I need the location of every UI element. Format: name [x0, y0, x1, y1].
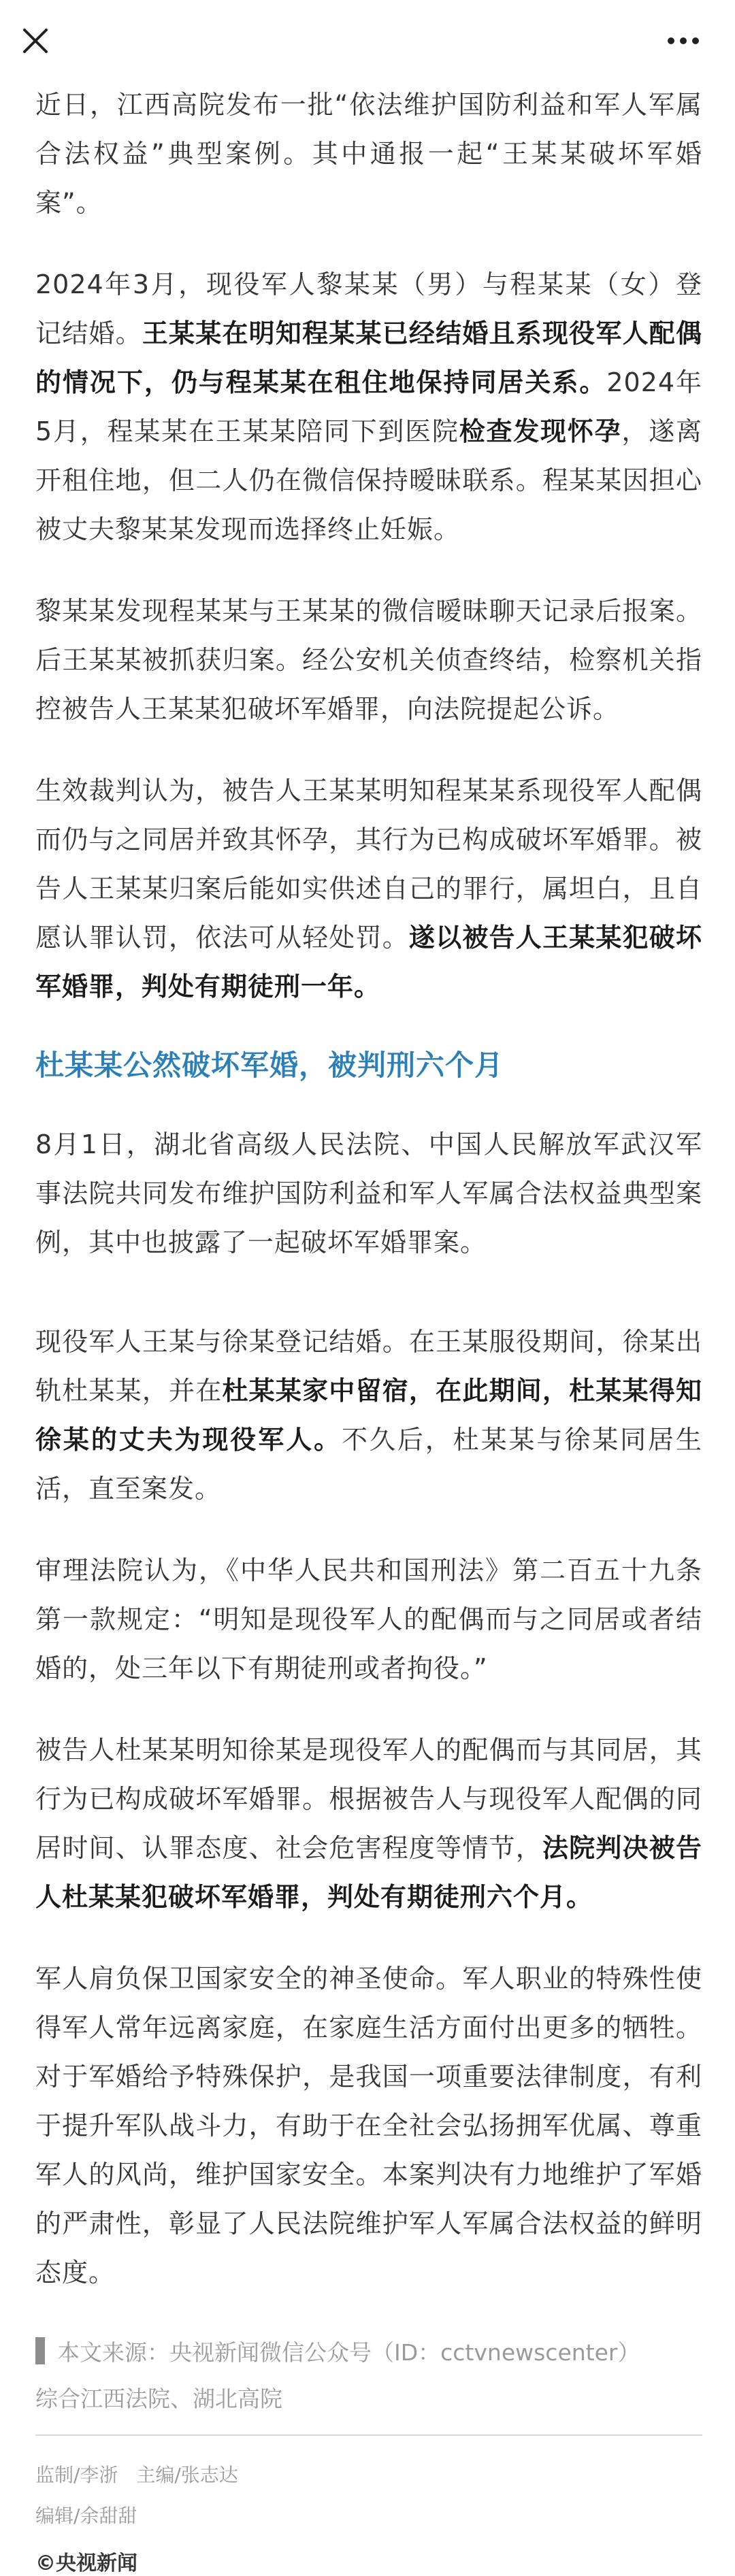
paragraph-case1-facts — [35, 260, 702, 554]
more-options-button[interactable] — [656, 20, 710, 61]
quote-bar — [35, 2337, 45, 2364]
text-span: 生效裁判认为，被告人王某某明知程某某系现役军人配偶而仍与之同居并致其怀孕，其行为已构成破坏军婚罪。被告人王某某归案后能如实供述自己的罪行，属坦白，且自愿认罪认罚，依法可从轻处罚。 — [35, 776, 702, 953]
source-text: 本文来源：央视新闻微信公众号（ID：cctvnewscenter） — [57, 2339, 640, 2366]
paragraph-law-quote: 审理法院认为，《中华人民共和国刑法》第二百五十九条第一款规定：“明知是现役军人的配偶而与之同居或者结婚的，处三年以下有期徒刑或者拘役。” — [35, 1555, 702, 1683]
watermark: ©央视新闻 — [35, 2552, 137, 2575]
paragraph-case2-facts — [35, 1317, 702, 1513]
editor-credit: 编辑/余甜甜 — [35, 2505, 137, 2527]
bold-text: 法院判决被告人杜某某犯破坏军婚罪，判处有期徒刑六个月。 — [35, 1833, 702, 1912]
bold-text: 王某某在明知程某某已经结婚且系现役军人配偶的情况下，仍与程某某在租住地保持同居关系。 — [35, 318, 702, 397]
paragraph-case1-verdict — [35, 766, 702, 1011]
divider — [35, 2434, 702, 2436]
text-span: 被告人杜某某明知徐某是现役军人的配偶而与其同居，其行为已构成破坏军婚罪。根据被告人与现役军人配偶的同居时间、认罪态度、社会危害程度等情节， — [35, 1735, 702, 1863]
text-span: 现役军人王某与徐某登记结婚。在王某服役期间，徐某出轨杜某某，并在 — [35, 1327, 702, 1406]
chief-editor-credit: 主编/张志达 — [136, 2464, 238, 2486]
source-line-2: 综合江西法院、湖北高院 — [35, 2385, 282, 2412]
credits-row — [35, 2455, 702, 2496]
close-icon — [15, 20, 56, 61]
close-button[interactable] — [15, 20, 56, 61]
paragraph-case1-report: 黎某某发现程某某与王某某的微信暧昧聊天记录后报案。后王某某被抓获归案。经公安机关侦查终结，检察机关指控被告人王某某犯破坏军婚罪，向法院提起公诉。 — [35, 596, 702, 724]
bold-text: 遂以被告人王某某犯破坏军婚罪，判处有期徒刑一年。 — [35, 923, 702, 1002]
paragraph-case2-intro: 8月1日，湖北省高级人民法院、中国人民解放军武汉军事法院共同发布维护国防利益和军人军属合法权益典型案例，其中也披露了一起破坏军婚罪案。 — [35, 1129, 702, 1257]
more-icon — [656, 20, 710, 61]
text-span: 不久后，杜某某与徐某同居生活，直至案发。 — [35, 1425, 702, 1504]
text-span: 2024年5月，程某某在王某某陪同下到医院 — [35, 367, 702, 446]
text-span: 2024年3月，现役军人黎某某（男）与程某某（女）登记结婚。 — [35, 269, 702, 348]
supervisor-credit: 监制/李浙 — [35, 2464, 118, 2486]
text-span: ，遂离开租住地，但二人仍在微信保持暧昧联系。程某某因担心被丈夫黎某某发现而选择终止妊娠。 — [35, 416, 702, 544]
paragraph-intro: 近日，江西高院发布一批“依法维护国防利益和军人军属合法权益”典型案例。其中通报一起“王某某破坏军婚案”。 — [35, 90, 702, 218]
bold-text: 杜某某家中留宿，在此期间，杜某某得知徐某的丈夫为现役军人。 — [35, 1376, 702, 1455]
paragraph-conclusion: 军人肩负保卫国家安全的神圣使命。军人职业的特殊性使得军人常年远离家庭，在家庭生活方面付出更多的牺牲。对于军婚给予特殊保护，是我国一项重要法律制度，有利于提升军队战斗力，有助于在全社会弘扬拥军优属、尊重军人的风尚，维护国家安全。本案判决有力地维护了军婚的严肃性，彰显了人民法院维护军人军属合法权益的鲜明态度。 — [35, 1964, 702, 2288]
source-block — [35, 2330, 702, 2422]
section-heading: 杜某某公然破坏军婚，被判刑六个月 — [35, 1048, 504, 1082]
bold-text: 检查发现怀孕 — [459, 416, 622, 446]
article-body — [35, 80, 702, 2576]
paragraph-case2-verdict — [35, 1725, 702, 1921]
source-line — [35, 2330, 702, 2376]
top-bar — [0, 0, 735, 82]
